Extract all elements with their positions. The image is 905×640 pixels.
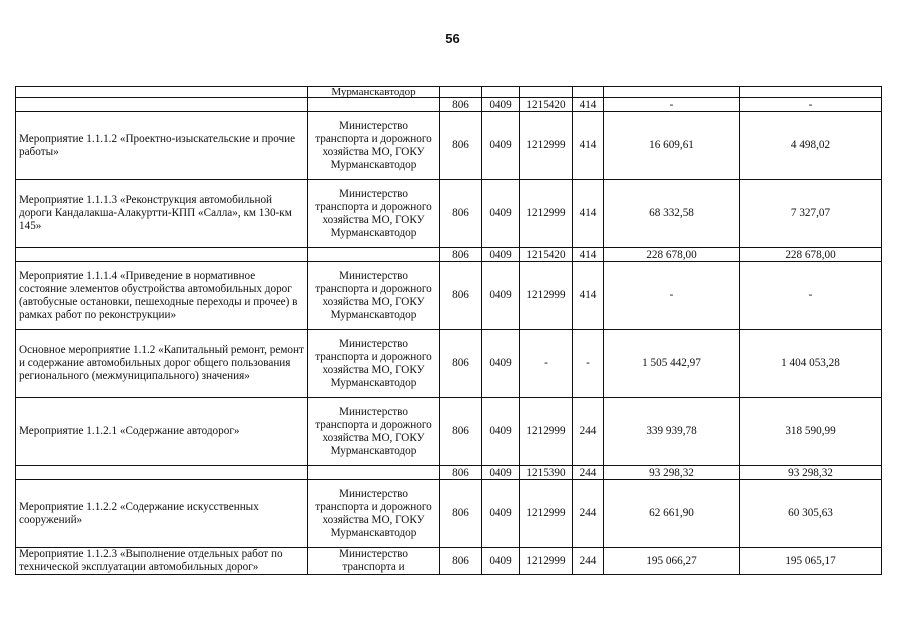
cell-measure-name bbox=[16, 87, 308, 98]
cell-article-code: 1215420 bbox=[520, 98, 573, 112]
cell-value-2: 60 305,63 bbox=[740, 480, 882, 548]
cell-measure-name: Мероприятие 1.1.1.2 «Проектно-изыскательские и прочие работы» bbox=[16, 112, 308, 180]
table-body bbox=[16, 87, 882, 575]
page-number: 56 bbox=[445, 31, 460, 46]
cell-measure-name: Мероприятие 1.1.2.1 «Содержание автодорог» bbox=[16, 398, 308, 466]
table-row bbox=[16, 87, 882, 98]
cell-value-2: 228 678,00 bbox=[740, 248, 882, 262]
cell-measure-name bbox=[16, 466, 308, 480]
table-row bbox=[16, 262, 882, 330]
cell-value-1: 16 609,61 bbox=[604, 112, 740, 180]
cell-section-code: 0409 bbox=[482, 248, 520, 262]
cell-value-2: 7 327,07 bbox=[740, 180, 882, 248]
cell-expense-type: 414 bbox=[573, 112, 604, 180]
cell-measure-name: Мероприятие 1.1.2.3 «Выполнение отдельных работ по технической эксплуатации автомобильных дорог» bbox=[16, 548, 308, 575]
table-row bbox=[16, 480, 882, 548]
cell-grbs-code: 806 bbox=[440, 330, 482, 398]
cell-executor: Министерство транспорта и дорожного хозяйства МО, ГОКУ Мурманскавтодор bbox=[308, 480, 440, 548]
cell-grbs-code: 806 bbox=[440, 262, 482, 330]
table-row bbox=[16, 466, 882, 480]
cell-expense-type: - bbox=[573, 330, 604, 398]
cell-article-code: 1212999 bbox=[520, 112, 573, 180]
cell-grbs-code: 806 bbox=[440, 548, 482, 575]
cell-article-code: 1215420 bbox=[520, 248, 573, 262]
cell-executor: Министерство транспорта и дорожного хозяйства МО, ГОКУ Мурманскавтодор bbox=[308, 180, 440, 248]
cell-value-1: 62 661,90 bbox=[604, 480, 740, 548]
table-row bbox=[16, 398, 882, 466]
cell-expense-type bbox=[573, 87, 604, 98]
cell-expense-type: 414 bbox=[573, 262, 604, 330]
cell-expense-type: 244 bbox=[573, 480, 604, 548]
cell-section-code bbox=[482, 87, 520, 98]
cell-section-code: 0409 bbox=[482, 398, 520, 466]
cell-executor bbox=[308, 466, 440, 480]
cell-article-code: 1212999 bbox=[520, 480, 573, 548]
cell-executor: Министерство транспорта и дорожного хозяйства МО, ГОКУ Мурманскавтодор bbox=[308, 398, 440, 466]
cell-expense-type: 244 bbox=[573, 548, 604, 575]
cell-grbs-code: 806 bbox=[440, 112, 482, 180]
cell-article-code: 1212999 bbox=[520, 398, 573, 466]
cell-measure-name: Мероприятие 1.1.1.3 «Реконструкция автомобильной дороги Кандалакша-Алакуртти-КПП «Салла», км 130-км 145» bbox=[16, 180, 308, 248]
cell-section-code: 0409 bbox=[482, 480, 520, 548]
cell-value-2: - bbox=[740, 262, 882, 330]
table-row bbox=[16, 180, 882, 248]
cell-grbs-code bbox=[440, 87, 482, 98]
cell-section-code: 0409 bbox=[482, 112, 520, 180]
cell-value-1: 339 939,78 bbox=[604, 398, 740, 466]
cell-measure-name bbox=[16, 98, 308, 112]
cell-value-2 bbox=[740, 87, 882, 98]
cell-grbs-code: 806 bbox=[440, 248, 482, 262]
cell-executor: Министерство транспорта и bbox=[308, 548, 440, 575]
cell-section-code: 0409 bbox=[482, 180, 520, 248]
table-row bbox=[16, 112, 882, 180]
cell-section-code: 0409 bbox=[482, 330, 520, 398]
cell-section-code: 0409 bbox=[482, 98, 520, 112]
budget-table bbox=[15, 86, 882, 575]
cell-value-2: 195 065,17 bbox=[740, 548, 882, 575]
cell-executor: Министерство транспорта и дорожного хозяйства МО, ГОКУ Мурманскавтодор bbox=[308, 112, 440, 180]
cell-value-2: 4 498,02 bbox=[740, 112, 882, 180]
cell-executor bbox=[308, 248, 440, 262]
cell-value-2: 1 404 053,28 bbox=[740, 330, 882, 398]
cell-grbs-code: 806 bbox=[440, 398, 482, 466]
cell-expense-type: 414 bbox=[573, 98, 604, 112]
cell-expense-type: 244 bbox=[573, 398, 604, 466]
cell-grbs-code: 806 bbox=[440, 180, 482, 248]
cell-value-2: 318 590,99 bbox=[740, 398, 882, 466]
cell-executor: Министерство транспорта и дорожного хозяйства МО, ГОКУ Мурманскавтодор bbox=[308, 262, 440, 330]
cell-executor: Мурманскавтодор bbox=[308, 87, 440, 98]
cell-value-1 bbox=[604, 87, 740, 98]
cell-measure-name: Мероприятие 1.1.1.4 «Приведение в нормативное состояние элементов обустройства автомобильных дорог (автобусные остановки, пешеходные переходы и прочее) в рамках работ по реконструкции» bbox=[16, 262, 308, 330]
cell-value-1: 68 332,58 bbox=[604, 180, 740, 248]
cell-section-code: 0409 bbox=[482, 262, 520, 330]
cell-article-code: 1212999 bbox=[520, 180, 573, 248]
cell-measure-name bbox=[16, 248, 308, 262]
cell-executor bbox=[308, 98, 440, 112]
cell-measure-name: Мероприятие 1.1.2.2 «Содержание искусственных сооружений» bbox=[16, 480, 308, 548]
cell-value-1: - bbox=[604, 262, 740, 330]
cell-value-1: 228 678,00 bbox=[604, 248, 740, 262]
cell-section-code: 0409 bbox=[482, 466, 520, 480]
cell-grbs-code: 806 bbox=[440, 480, 482, 548]
table-row bbox=[16, 330, 882, 398]
cell-grbs-code: 806 bbox=[440, 466, 482, 480]
cell-article-code bbox=[520, 87, 573, 98]
table-row bbox=[16, 548, 882, 575]
cell-section-code: 0409 bbox=[482, 548, 520, 575]
cell-grbs-code: 806 bbox=[440, 98, 482, 112]
cell-article-code: 1212999 bbox=[520, 262, 573, 330]
cell-value-1: 93 298,32 bbox=[604, 466, 740, 480]
cell-value-2: - bbox=[740, 98, 882, 112]
cell-value-1: - bbox=[604, 98, 740, 112]
table-row bbox=[16, 98, 882, 112]
cell-value-1: 1 505 442,97 bbox=[604, 330, 740, 398]
cell-value-1: 195 066,27 bbox=[604, 548, 740, 575]
cell-value-2: 93 298,32 bbox=[740, 466, 882, 480]
table-row bbox=[16, 248, 882, 262]
cell-expense-type: 244 bbox=[573, 466, 604, 480]
cell-executor: Министерство транспорта и дорожного хозяйства МО, ГОКУ Мурманскавтодор bbox=[308, 330, 440, 398]
cell-expense-type: 414 bbox=[573, 248, 604, 262]
cell-article-code: - bbox=[520, 330, 573, 398]
cell-measure-name: Основное мероприятие 1.1.2 «Капитальный ремонт, ремонт и содержание автомобильных дорог общего пользования регионального (межмуниципального) значения» bbox=[16, 330, 308, 398]
cell-article-code: 1215390 bbox=[520, 466, 573, 480]
cell-article-code: 1212999 bbox=[520, 548, 573, 575]
cell-expense-type: 414 bbox=[573, 180, 604, 248]
